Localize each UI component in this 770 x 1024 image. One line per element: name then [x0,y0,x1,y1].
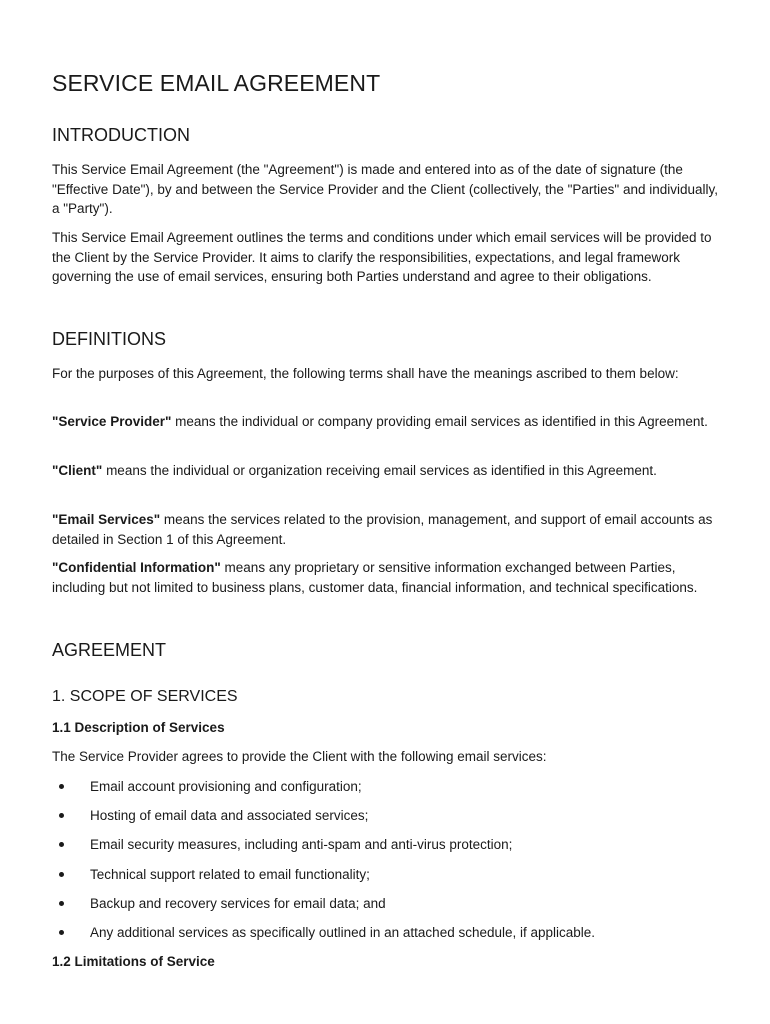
definition-term: "Email Services" [52,512,161,527]
bullet-icon [59,872,64,877]
list-item-text: Technical support related to email functionality; [90,867,370,882]
definition-service-provider [52,412,720,432]
section-1-1-intro: The Service Provider agrees to provide the Client with the following email services: [52,749,547,764]
definitions-heading: DEFINITIONS [52,329,167,349]
section-1-1-heading: 1.1 Description of Services [52,720,225,735]
list-item-text: Backup and recovery services for email data; and [90,896,386,911]
section-1-2-heading: 1.2 Limitations of Service [52,954,215,969]
definition-text: means the services related to the provision, management, and support of email accounts as detailed in Section 1 of this Agreement. [52,512,713,547]
list-item-text: Email security measures, including anti-spam and anti-virus protection; [90,837,513,852]
definition-text: means any proprietary or sensitive information exchanged between Parties, including but not limited to business plans, customer data, financial information, and technical specifications. [52,560,698,595]
list-item-text: Any additional services as specifically outlined in an attached schedule, if applicable. [90,925,596,940]
definition-confidential-information [52,558,720,597]
definition-term: "Service Provider" [52,414,172,429]
definition-term: "Confidential Information" [52,560,221,575]
bullet-icon [59,842,64,847]
document-title: SERVICE EMAIL AGREEMENT [52,70,381,96]
definition-text: means the individual or company providing email services as identified in this Agreement. [171,414,708,429]
definition-text: means the individual or organization receiving email services as identified in this Agreement. [102,463,657,478]
introduction-heading: INTRODUCTION [52,125,190,145]
list-item-text: Hosting of email data and associated services; [90,808,369,823]
definition-email-services [52,510,720,549]
section-1-heading: 1. SCOPE OF SERVICES [52,688,238,705]
bullet-icon [59,784,64,789]
list-item-text: Email account provisioning and configuration; [90,779,362,794]
bullet-icon [59,930,64,935]
definition-client [52,461,720,481]
bullet-icon [59,813,64,818]
agreement-heading: AGREEMENT [52,640,167,660]
introduction-paragraph-2: This Service Email Agreement outlines the terms and conditions under which email services will be provided to the Client by the Service Provider. It aims to clarify the responsibilities, expectations, and legal framework governing the use of email services, ensuring both Parties understand and agree to their obligations. [52,230,712,285]
bullet-icon [59,901,64,906]
definitions-intro: For the purposes of this Agreement, the following terms shall have the meanings ascribed to them below: [52,366,679,381]
definition-term: "Client" [52,463,103,478]
introduction-paragraph-1: This Service Email Agreement (the "Agreement") is made and entered into as of the date of signature (the "Effective Date"), by and between the Service Provider and the Client (collectively, the "Parties" and individually, a "Party"). [52,162,719,217]
